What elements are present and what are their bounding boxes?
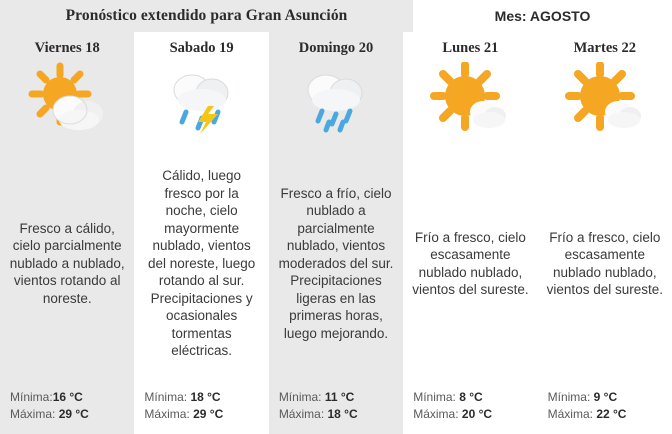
max-value: 22 °C	[596, 407, 627, 421]
min-label: Mínima:	[278, 390, 322, 404]
min-value: 9 °C	[593, 390, 618, 404]
weather-icon-wrap	[403, 59, 537, 137]
weather-icon-wrap	[134, 59, 268, 137]
header-title-panel	[0, 0, 413, 32]
day-temperatures	[269, 390, 403, 434]
max-label: Máxima:	[10, 407, 56, 421]
cloud-with-rain-and-lightning-icon	[162, 62, 242, 134]
max-temp-row	[548, 407, 662, 421]
weather-icon-wrap	[269, 59, 403, 137]
day-name: Martes 22	[573, 40, 637, 56]
day-description: Frío a fresco, cielo escasamente nublado nublado, vientos del sureste.	[412, 229, 529, 297]
min-label: Mínima:	[144, 390, 188, 404]
day-description: Fresco a cálido, cielo parcialmente nublado a nublado, vientos rotando al noreste.	[9, 220, 125, 306]
day-temperatures	[403, 390, 537, 434]
sun-behind-small-cloud-icon	[427, 62, 513, 134]
month-label: Mes: AGOSTO	[494, 8, 591, 24]
header-bar	[0, 0, 672, 32]
forecast-day-3	[403, 32, 537, 434]
max-value: 18 °C	[327, 407, 358, 421]
min-value: 8 °C	[459, 390, 483, 404]
min-value: 16 °C	[52, 390, 83, 404]
min-temp-row	[413, 390, 527, 404]
min-value: 11 °C	[324, 390, 355, 404]
max-label: Máxima:	[413, 407, 459, 421]
max-label: Máxima:	[144, 407, 190, 421]
max-label: Máxima:	[278, 407, 325, 421]
day-description: Fresco a frío, cielo nublado a parcialmente nublado, vientos moderados del sur. Precipitaciones ligeras en las primeras horas, luego mejorando.	[278, 185, 394, 341]
cloud-with-rain-icon	[296, 62, 376, 134]
max-temp-row	[279, 407, 393, 421]
min-label: Mínima:	[10, 390, 53, 404]
day-description: Cálido, luego fresco por la noche, cielo mayormente nublado, vientos del noreste, luego rotando al sur. Precipitaciones y ocasionales tormentas eléctricas.	[147, 168, 256, 359]
min-temp-row	[144, 390, 258, 404]
min-value: 18 °C	[190, 390, 221, 404]
day-temperatures	[134, 390, 268, 434]
forecast-day-0	[0, 32, 134, 434]
day-name: Lunes 21	[442, 40, 499, 56]
day-name: Domingo 20	[298, 40, 374, 56]
min-temp-row	[10, 390, 124, 404]
weather-icon-wrap	[0, 59, 134, 137]
max-temp-row	[413, 407, 527, 421]
min-temp-row	[279, 390, 393, 404]
sun-behind-small-cloud-icon	[562, 62, 648, 134]
day-description: Frío a fresco, cielo escasamente nublado nublado, vientos del sureste.	[546, 229, 663, 297]
day-temperatures	[0, 390, 134, 434]
max-label: Máxima:	[547, 407, 593, 421]
max-temp-row	[10, 407, 124, 421]
header-month-panel	[413, 0, 672, 32]
day-temperatures	[538, 390, 672, 434]
sun-behind-cloud-icon	[24, 62, 110, 134]
max-temp-row	[144, 407, 258, 421]
forecast-columns	[0, 32, 672, 434]
weather-icon-wrap	[538, 59, 672, 137]
day-name: Viernes 18	[34, 40, 100, 56]
forecast-day-1	[134, 32, 268, 434]
forecast-day-2	[269, 32, 403, 434]
forecast-day-4	[538, 32, 672, 434]
min-temp-row	[548, 390, 662, 404]
max-value: 20 °C	[461, 407, 493, 421]
page-title: Pronóstico extendido para Gran Asunción	[65, 7, 348, 24]
max-value: 29 °C	[58, 407, 89, 421]
min-label: Mínima:	[547, 390, 591, 404]
min-label: Mínima:	[413, 390, 456, 404]
day-name: Sabado 19	[169, 40, 234, 56]
max-value: 29 °C	[193, 407, 224, 421]
